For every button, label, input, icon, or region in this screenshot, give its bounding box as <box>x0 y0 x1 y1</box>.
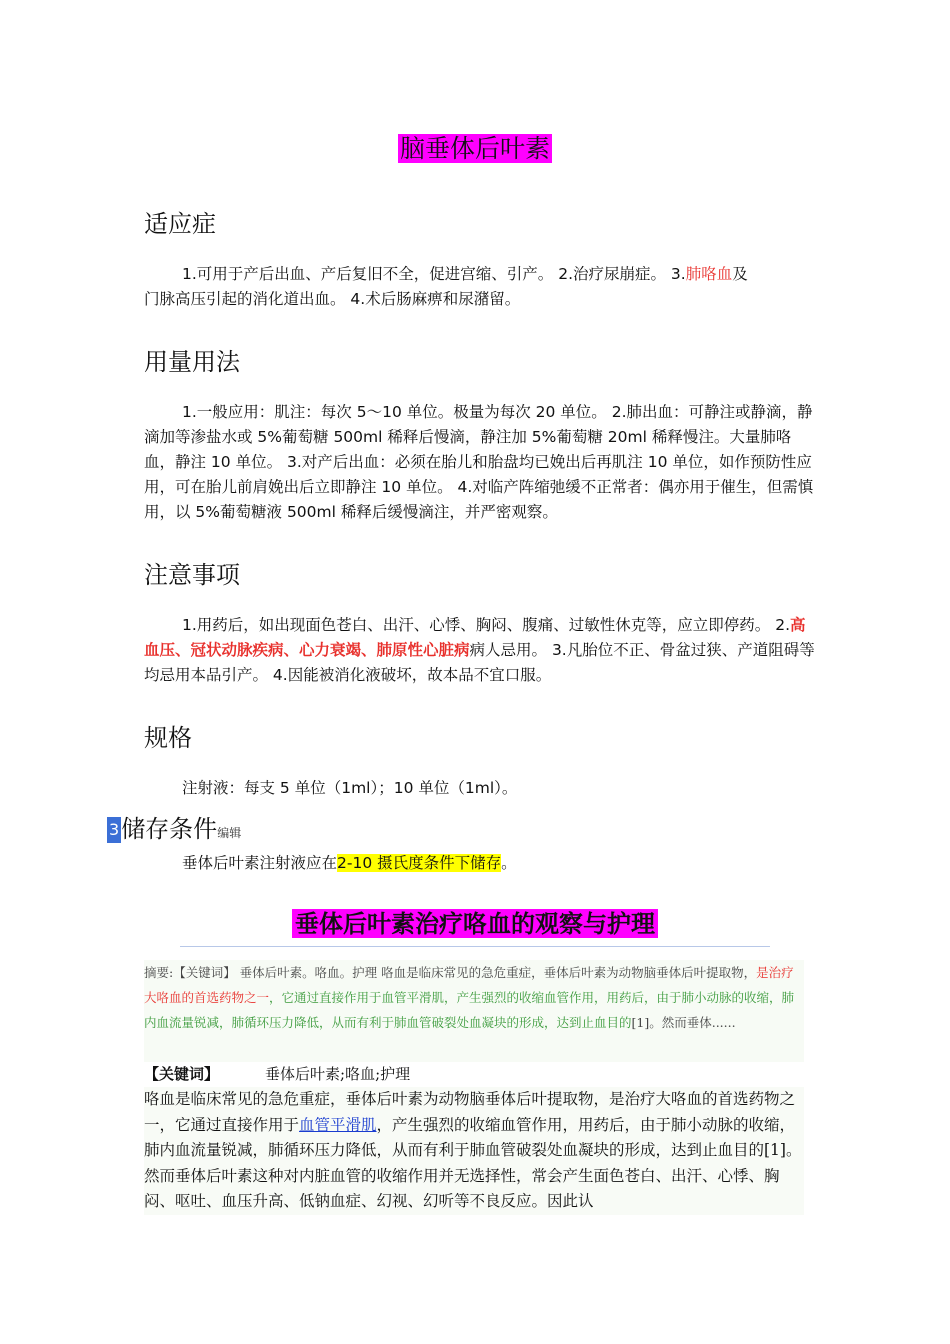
indications-line-1 <box>182 262 748 287</box>
article-title-text: 垂体后叶素治疗咯血的观察与护理 <box>292 909 658 938</box>
storage-highlight: 2-10 摄氏度条件下储存 <box>337 854 502 872</box>
specs-text: 注射液：每支 5 单位（1ml）；10 单位（1ml）。 <box>182 779 518 797</box>
heading-indications: 适应症 <box>144 210 216 238</box>
body-link[interactable]: 血管平滑肌 <box>299 1115 377 1134</box>
indications-highlight: 肺咯血 <box>685 265 733 283</box>
page-title-text: 脑垂体后叶素 <box>399 134 550 163</box>
page-title <box>0 131 950 167</box>
storage-text-b: 。 <box>501 854 517 872</box>
abstract-highlight-red: 是治疗大咯血的首选药物之一 <box>144 965 794 1005</box>
body-text-a: 咯血是临床常见的急危重症，垂体后叶素为动物脑垂体后叶提取物，是治疗大咯血的首选药物之一，它通过直接作用于 <box>144 1090 796 1134</box>
abstract-text-a: 摘要:【关键词】 垂体后叶素。咯血。护理 咯血是临床常见的急危重症，垂体后叶素为动物脑垂体后叶提取物， <box>144 965 757 980</box>
abstract-highlight-green: ，它通过直接作用于血管平滑肌，产生强烈的收缩血管作用，用药后，由于肺小动脉的收缩，肺内血流量锐减，肺循环压力降低，从而有利于肺血管破裂处血凝块的形成，达到止血目的 <box>144 990 795 1030</box>
dosage-text: 1.一般应用：肌注：每次 5～10 单位。极量为每次 20 单位。 2.肺出血：可静注或静滴，静滴加等渗盐水或 5%葡萄糖 500ml 稀释后慢滴，静注加 5%葡萄糖 20ml 稀释慢注。大量肺咯血，静注 10 单位。 3.对产后出血：必须在胎儿和胎盘均已娩出后再肌注 10 单位，如作预防性应用，可在胎儿前肩娩出后立即静注 10 单位。 4.对临产阵缩弛缓不正常者：偶亦用于催生，但需慎用，以 5%葡萄糖液 500ml 稀释后缓慢滴注，并严密观察。 <box>144 403 814 521</box>
heading-dosage: 用量用法 <box>144 348 240 376</box>
abstract-text-b: [1]。然而垂体...... <box>631 1015 736 1030</box>
heading-specs: 规格 <box>144 724 192 752</box>
article-body <box>144 1087 804 1215</box>
indications-text-a: 1.可用于产后出血、产后复旧不全，促进宫缩、引产。 2.治疗尿崩症。 3. <box>182 265 686 283</box>
heading-storage <box>107 812 241 850</box>
indications-line-2: 门脉高压引起的消化道出血。 4.术后肠麻痹和尿潴留。 <box>144 290 521 308</box>
edit-link[interactable]: 编辑 <box>217 826 242 840</box>
keywords-value: 垂体后叶素;咯血;护理 <box>265 1065 411 1083</box>
precautions-text-b: 病人忌用。 3.凡胎位不正、骨盆过狭、产道阻碍等均忌用本品引产。 4.因能被消化液破坏，故本品不宜口服。 <box>144 641 815 684</box>
storage-text-a: 垂体后叶素注射液应在 <box>182 854 338 872</box>
article-abstract <box>144 960 804 1062</box>
divider <box>180 946 770 947</box>
section-number-badge: 3 <box>107 817 121 843</box>
heading-precautions: 注意事项 <box>144 561 240 589</box>
precautions-text <box>144 613 816 688</box>
precautions-text-a: 1.用药后，如出现面色苍白、出汗、心悸、胸闷、腹痛、过敏性休克等，应立即停药。 2. <box>182 616 791 634</box>
storage-text <box>182 851 517 876</box>
article-keywords <box>144 1062 804 1087</box>
article-title <box>0 904 950 944</box>
heading-storage-text: 储存条件 <box>121 815 218 843</box>
keywords-label: 【关键词】 <box>144 1065 220 1083</box>
indications-text-b: 及 <box>732 265 748 283</box>
precautions-contraindications: 高血压、冠状动脉疾病、心力衰竭、肺原性心脏病 <box>144 616 806 659</box>
body-text-b: ，产生强烈的收缩血管作用，用药后，由于肺小动脉的收缩，肺内血流量锐减，肺循环压力降低，从而有利于肺血管破裂处血凝块的形成，达到止血目的[1]。然而垂体后叶素这种对内脏血管的收缩作用并无选择性，常会产生面色苍白、出汗、心悸、胸闷、呕吐、血压升高、低钠血症、幻视、幻听等不良反应。因此认 <box>144 1115 802 1211</box>
